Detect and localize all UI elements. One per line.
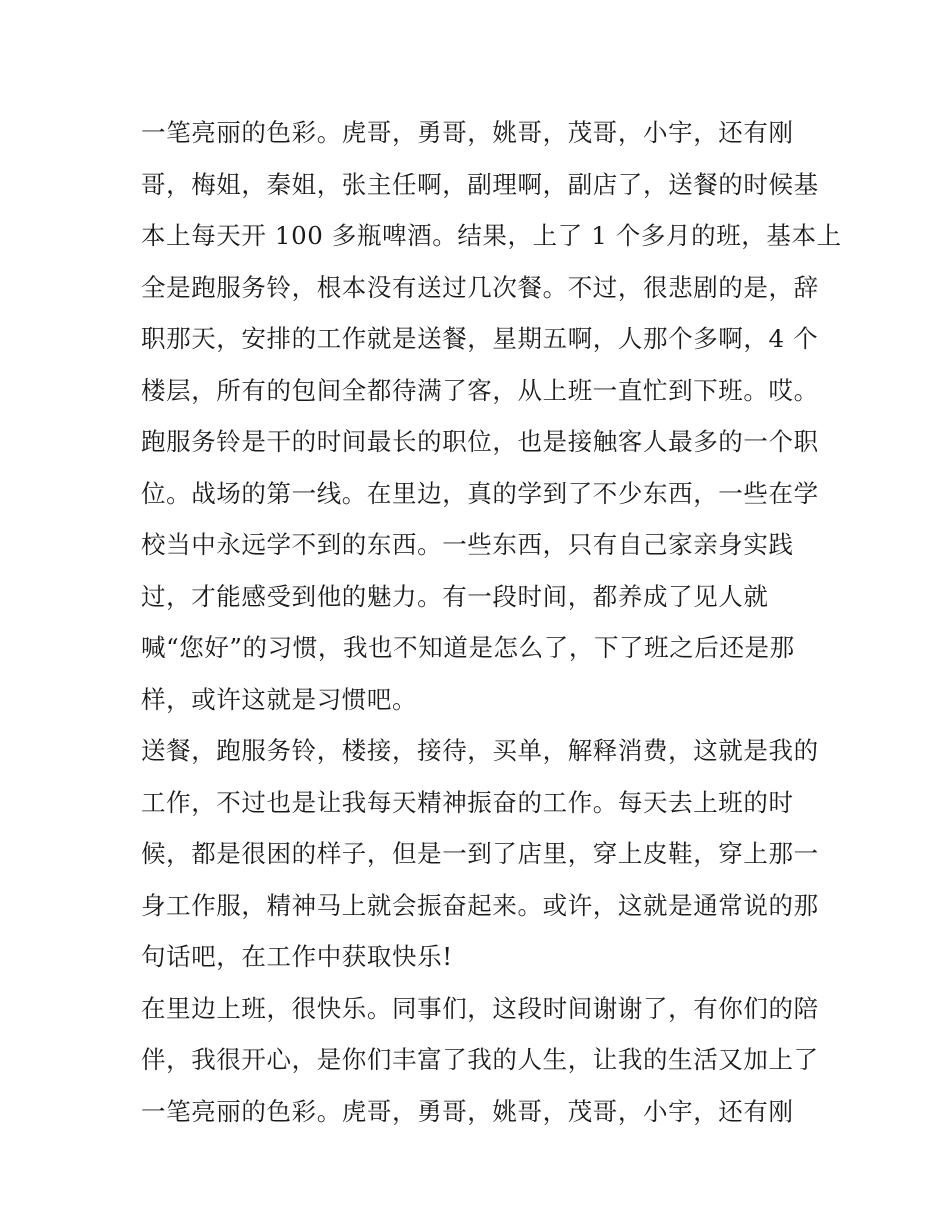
text-line: 伴，我很开心，是你们丰富了我的人生，让我的生活又加上了 [141,1045,819,1074]
text-line: 送餐，跑服务铃，楼接，接待，买单，解释消费，这就是我的 [141,736,819,765]
text-line: 本上每天开 100 多瓶啤酒。结果，上了 1 个多月的班，基本上 [141,221,842,250]
text-line: 哥，梅姐，秦姐，张主任啊，副理啊，副店了，送餐的时候基 [141,169,819,199]
text-line: 一笔亮丽的色彩。虎哥，勇哥，姚哥，茂哥，小宇，还有刚 [141,1096,794,1126]
body-text [141,107,842,1137]
text-line: 楼层，所有的包间全都待满了客，从上班一直忙到下班。哎。 [141,375,819,405]
text-line: 位。战场的第一线。在里边，真的学到了不少东西，一些在学 [141,478,819,508]
text-line: 一笔亮丽的色彩。虎哥，勇哥，姚哥，茂哥，小宇，还有刚 [141,118,794,147]
text-line: 工作，不过也是让我每天精神振奋的工作。每天去上班的时 [141,787,794,817]
text-line: 喊“您好”的习惯，我也不知道是怎么了，下了班之后还是那 [141,633,795,662]
text-line: 过，才能感受到他的魅力。有一段时间，都养成了见人就 [141,581,769,611]
text-line: 候，都是很困的样子，但是一到了店里，穿上皮鞋，穿上那一 [141,839,819,868]
text-line: 全是跑服务铃，根本没有送过几次餐。不过，很悲剧的是，辞 [141,272,819,302]
text-line: 身工作服，精神马上就会振奋起来。或许，这就是通常说的那 [141,890,819,920]
text-line: 校当中永远学不到的东西。一些东西，只有自己家亲身实践 [141,530,794,559]
text-line: 跑服务铃是干的时间最长的职位，也是接触客人最多的一个职 [141,427,819,456]
text-line: 句话吧，在工作中获取快乐! [141,942,453,971]
text-line: 样，或许这就是习惯吧。 [141,684,418,714]
text-line: 职那天，安排的工作就是送餐，星期五啊，人那个多啊，4 个 [141,324,819,353]
text-line: 在里边上班，很快乐。同事们，这段时间谢谢了，有你们的陪 [141,993,819,1023]
